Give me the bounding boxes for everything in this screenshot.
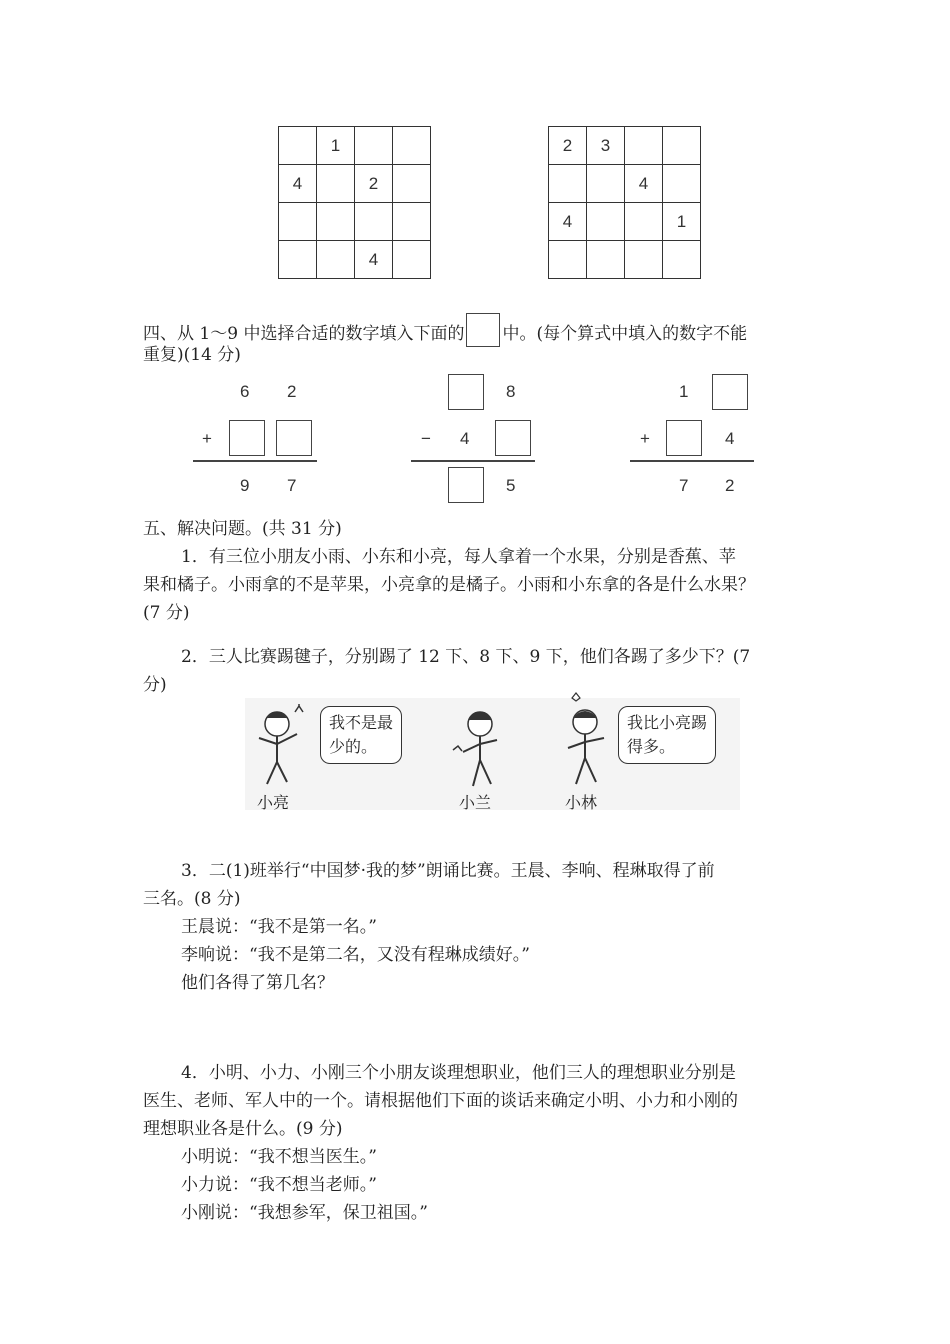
eq3-result-digit-a: 7: [679, 476, 689, 495]
kid-xiaolin-figure: [550, 692, 620, 792]
grid-cell[interactable]: 2: [355, 165, 393, 203]
grid-cell[interactable]: [317, 241, 355, 279]
grid-cell[interactable]: [587, 165, 625, 203]
grid-cell[interactable]: [625, 203, 663, 241]
grid-cell[interactable]: [393, 127, 431, 165]
eq2-top-digit-b: 8: [506, 382, 516, 401]
question-1-line1: 1．有三位小朋友小雨、小东和小亮，每人拿着一个水果，分别是香蕉、苹: [181, 547, 736, 567]
eq3-answer-box-top[interactable]: [712, 374, 748, 410]
eq3-result-digit-b: 2: [725, 476, 735, 495]
eq1-top-digit-b: 2: [287, 382, 297, 401]
grid-cell[interactable]: [625, 127, 663, 165]
grid-cell[interactable]: [587, 241, 625, 279]
eq2-rule: [411, 460, 535, 462]
eq2-operator: −: [421, 429, 431, 448]
grid-cell[interactable]: 4: [549, 203, 587, 241]
question-1-line3: (7 分): [143, 603, 190, 623]
kid-name-xiaolan: 小兰: [459, 793, 492, 812]
question-4-line6: 小刚说：“我想参军，保卫祖国。”: [181, 1203, 428, 1223]
section4-title-line2: 重复)(14 分): [143, 345, 241, 365]
eq1-answer-box-b[interactable]: [276, 420, 312, 456]
grid-cell[interactable]: 1: [317, 127, 355, 165]
question-2-line2: 分): [143, 675, 167, 695]
kids-illustration: [245, 698, 740, 810]
question-4-line3: 理想职业各是什么。(9 分): [143, 1119, 343, 1139]
question-4-line4: 小明说：“我不想当医生。”: [181, 1147, 377, 1167]
question-2-line1: 2．三人比赛踢毽子，分别踢了 12 下、8 下、9 下，他们各踢了多少下？(7: [181, 647, 751, 667]
eq2-answer-box-mid[interactable]: [495, 420, 531, 456]
eq2-mid-digit-a: 4: [460, 429, 470, 448]
grid-cell[interactable]: [393, 203, 431, 241]
grid-cell[interactable]: [355, 127, 393, 165]
answer-box-icon: [466, 313, 500, 347]
kid-xiaoliang-figure: [247, 704, 317, 794]
eq3-rule: [630, 460, 754, 462]
kid-name-xiaolin: 小林: [565, 793, 598, 812]
eq2-result-digit-b: 5: [506, 476, 516, 495]
grid-cell[interactable]: [663, 127, 701, 165]
grid-cell[interactable]: [663, 165, 701, 203]
speech-bubble-xiaolin: 我比小亮踢 得多。: [618, 706, 716, 764]
section4-title-part-a: 四、从 1～9 中选择合适的数字填入下面的: [143, 324, 465, 344]
grid-cell[interactable]: [549, 165, 587, 203]
question-4-line5: 小力说：“我不想当老师。”: [181, 1175, 377, 1195]
grid-cell[interactable]: [663, 241, 701, 279]
eq3-top-digit-a: 1: [679, 382, 689, 401]
kid-name-xiaoliang: 小亮: [257, 793, 290, 812]
section5-title: 五、解决问题。(共 31 分): [143, 519, 342, 539]
grid-cell[interactable]: [317, 203, 355, 241]
question-1-line2: 果和橘子。小雨拿的不是苹果，小亮拿的是橘子。小雨和小东拿的各是什么水果？: [143, 575, 755, 595]
eq1-top-digit-a: 6: [240, 382, 250, 401]
eq1-answer-box-a[interactable]: [229, 420, 265, 456]
eq3-answer-box-mid[interactable]: [666, 420, 702, 456]
question-4-line1: 4．小明、小力、小刚三个小朋友谈理想职业，他们三人的理想职业分别是: [181, 1063, 736, 1083]
grid-cell[interactable]: [587, 203, 625, 241]
question-3-line3: 王晨说：“我不是第一名。”: [181, 917, 377, 937]
eq3-operator: +: [640, 429, 650, 448]
grid-cell[interactable]: 3: [587, 127, 625, 165]
section4-title-part-b: 中。(每个算式中填入的数字不能: [502, 324, 748, 344]
grid-cell[interactable]: [279, 127, 317, 165]
question-3-line4: 李响说：“我不是第二名，又没有程琳成绩好。”: [181, 945, 530, 965]
question-3-line5: 他们各得了第几名？: [181, 973, 334, 993]
speech-bubble-xiaoliang: 我不是最 少的。: [320, 706, 402, 764]
sudoku-grid-left: [278, 126, 431, 279]
kid-xiaolan-figure: [445, 704, 515, 794]
grid-cell[interactable]: 1: [663, 203, 701, 241]
grid-cell[interactable]: 2: [549, 127, 587, 165]
question-3-line2: 三名。(8 分): [143, 889, 241, 909]
grid-cell[interactable]: [393, 165, 431, 203]
grid-cell[interactable]: [625, 241, 663, 279]
grid-cell[interactable]: 4: [279, 165, 317, 203]
grid-cell[interactable]: 4: [355, 241, 393, 279]
grid-cell[interactable]: 4: [625, 165, 663, 203]
grid-cell[interactable]: [279, 241, 317, 279]
grid-cell[interactable]: [393, 241, 431, 279]
eq1-rule: [193, 460, 317, 462]
eq1-operator: +: [202, 429, 212, 448]
grid-cell[interactable]: [355, 203, 393, 241]
question-3-line1: 3．二(1)班举行“中国梦·我的梦”朗诵比赛。王晨、李响、程琳取得了前: [181, 861, 715, 881]
eq2-answer-box-top[interactable]: [448, 374, 484, 410]
question-4-line2: 医生、老师、军人中的一个。请根据他们下面的谈话来确定小明、小力和小刚的: [143, 1091, 738, 1111]
eq2-answer-box-result[interactable]: [448, 467, 484, 503]
eq1-result-digit-a: 9: [240, 476, 250, 495]
sudoku-grid-right: [548, 126, 701, 279]
grid-cell[interactable]: [317, 165, 355, 203]
grid-cell[interactable]: [549, 241, 587, 279]
eq1-result-digit-b: 7: [287, 476, 297, 495]
eq3-mid-digit-b: 4: [725, 429, 735, 448]
grid-cell[interactable]: [279, 203, 317, 241]
